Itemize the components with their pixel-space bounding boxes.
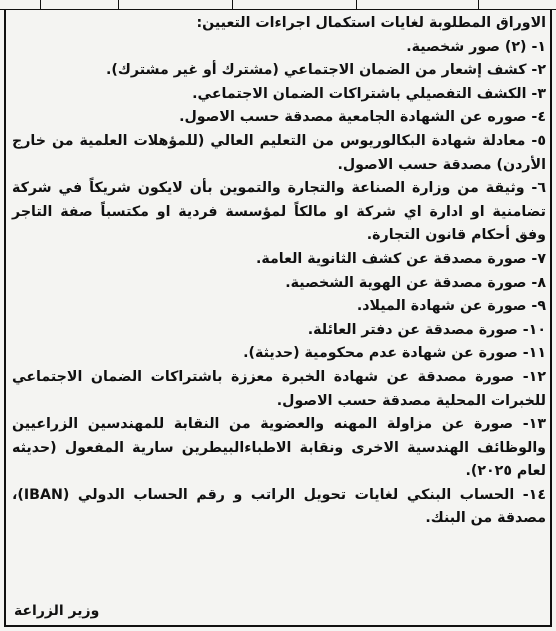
list-item: ٤- صوره عن الشهادة الجامعية مصدقة حسب الاصول. [179, 109, 546, 126]
list-item: ٧- صورة مصدقة عن كشف الثانوية العامة. [255, 250, 546, 267]
list-item: ١- (٢) صور شخصية. [406, 38, 546, 55]
list-item: ١٤- الحساب البنكي لغايات تحويل الراتب و رقم الحساب الدولي (IBAN)، مصدقة من البنك. [12, 486, 546, 527]
list-item: ٢- كشف إشعار من الضمان الاجتماعي (مشترك أو غير مشترك). [106, 62, 546, 79]
table-divider [356, 0, 357, 9]
table-divider [118, 0, 119, 9]
list-item: ٨- صورة مصدقة عن الهوية الشخصية. [285, 274, 546, 291]
list-item: ٣- الكشف التفصيلي باشتراكات الضمان الاجتماعي. [192, 85, 546, 102]
list-item: ٥- معادلة شهادة البكالوريوس من التعليم العالي (للمؤهلات العلمية من خارج الأردن) مصدقة حسب الاصول. [12, 132, 546, 173]
table-divider [232, 0, 233, 9]
signature-title: وزير الزراعة [14, 603, 100, 619]
list-item: ١١- صورة عن شهادة عدم محكومية (حديثة). [243, 345, 546, 362]
list-item: ١٢- صورة مصدقة عن شهادة الخبرة معززة باشتراكات الضمان الاجتماعي للخبرات المحلية مصدقة حسب الاصول. [12, 368, 546, 409]
table-divider [40, 0, 41, 9]
list-item: ١٠- صورة مصدقة عن دفتر العائلة. [307, 321, 546, 338]
list-item: ٩- صورة عن شهادة الميلاد. [356, 298, 546, 315]
table-divider [478, 0, 479, 9]
list-item: ٦- وثيقة من وزارة الصناعة والتجارة والتموين بأن لايكون شريكاً في شركة تضامنية او ادارة اي شركة او مالكاً لمؤسسة فردية او مكتسباً صفة التاجر وفق أحكام قانون التجارة. [12, 180, 546, 244]
list-heading: الاوراق المطلوبة لغايات استكمال اجراءات التعيين: [196, 15, 546, 31]
requirements-list [12, 12, 546, 531]
list-item: ١٣- صورة عن مزاولة المهنه والعضوية من النقابة للمهندسين الزراعيين والوظائف الهندسية الاخرى ونقابة الاطباءالبيطرين سارية المفعول (حديثه لعام ٢٠٢٥). [12, 416, 546, 480]
